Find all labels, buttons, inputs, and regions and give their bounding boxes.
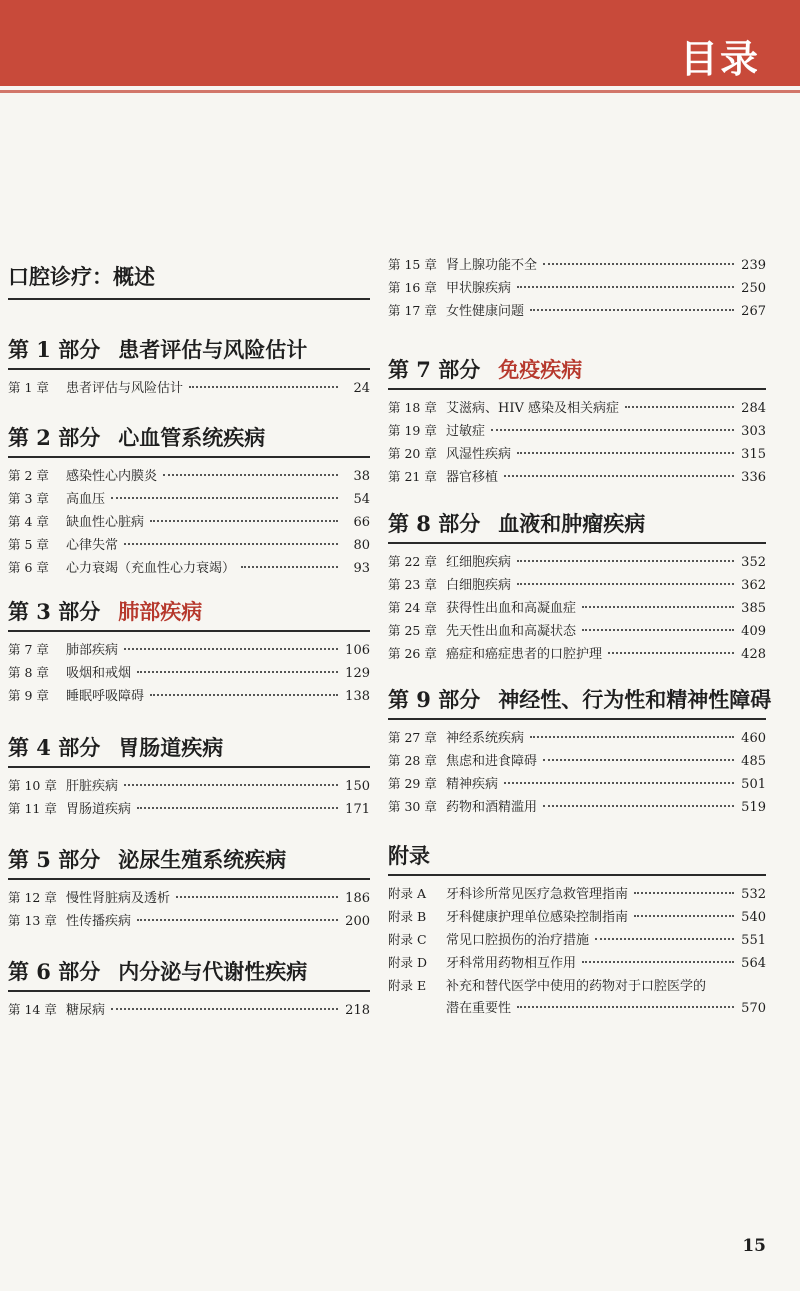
chapter-title: 药物和酒精滥用 bbox=[446, 800, 538, 815]
dot-leader bbox=[150, 694, 338, 696]
chapter-title: 补充和替代医学中使用的药物对于口腔医学的 bbox=[446, 979, 707, 994]
header-banner bbox=[0, 0, 800, 86]
dot-leader bbox=[517, 286, 734, 288]
toc-entry bbox=[388, 254, 766, 277]
dot-leader bbox=[504, 782, 734, 784]
chapter-title: 神经系统疾病 bbox=[446, 731, 525, 746]
toc-entry bbox=[8, 534, 370, 557]
toc-entry bbox=[388, 443, 766, 466]
toc-part bbox=[8, 958, 370, 1022]
chapter-title: 甲状腺疾病 bbox=[446, 281, 512, 296]
chapter-list bbox=[8, 639, 370, 708]
page-ref: 129 bbox=[345, 666, 370, 681]
chapter-title-continued bbox=[388, 998, 766, 1020]
page-ref: 540 bbox=[741, 910, 766, 925]
toc-entry bbox=[8, 662, 370, 685]
chapter-title: 牙科诊所常见医疗急救管理指南 bbox=[446, 887, 629, 902]
chapter-number: 附录 E bbox=[388, 978, 427, 993]
dot-leader bbox=[543, 805, 734, 807]
chapter-number: 第 10 章 bbox=[8, 778, 57, 793]
dot-leader bbox=[504, 475, 734, 477]
chapter-number: 第 2 章 bbox=[8, 468, 49, 483]
toc-entry bbox=[388, 750, 766, 773]
dot-leader bbox=[543, 759, 734, 761]
chapter-number: 第 11 章 bbox=[8, 801, 57, 816]
chapter-number: 第 4 章 bbox=[8, 514, 49, 529]
part-number: 第 3 部分 bbox=[8, 599, 101, 624]
dot-leader bbox=[111, 497, 338, 499]
toc-part bbox=[388, 356, 766, 489]
chapter-number: 第 3 章 bbox=[8, 491, 49, 506]
page-ref: 54 bbox=[353, 492, 370, 507]
toc-part bbox=[8, 734, 370, 821]
dot-leader bbox=[111, 1008, 338, 1010]
part-heading bbox=[388, 842, 766, 876]
chapter-number: 附录 D bbox=[388, 955, 427, 970]
chapter-number: 第 5 章 bbox=[8, 537, 49, 552]
chapter-list bbox=[8, 377, 370, 400]
chapter-title: 获得性出血和高凝血症 bbox=[446, 601, 577, 616]
chapter-list bbox=[8, 999, 370, 1022]
chapter-title: 白细胞疾病 bbox=[446, 578, 512, 593]
toc-entry bbox=[388, 597, 766, 620]
chapter-title: 牙科常用药物相互作用 bbox=[446, 956, 577, 971]
page-ref: 267 bbox=[741, 304, 766, 319]
toc-entry bbox=[388, 300, 766, 323]
toc-entry bbox=[388, 420, 766, 443]
chapter-title: 慢性肾脏病及透析 bbox=[66, 891, 171, 906]
chapter-number: 第 19 章 bbox=[388, 423, 437, 438]
part-number: 第 6 部分 bbox=[8, 959, 101, 984]
dot-leader bbox=[124, 543, 338, 545]
dot-leader bbox=[517, 1006, 734, 1008]
chapter-list bbox=[388, 551, 766, 666]
part-heading bbox=[8, 598, 370, 632]
page-ref: 93 bbox=[353, 561, 370, 576]
page-ref: 385 bbox=[741, 601, 766, 616]
toc-part bbox=[8, 598, 370, 708]
page-ref: 519 bbox=[741, 800, 766, 815]
chapter-number: 第 17 章 bbox=[388, 303, 437, 318]
chapter-number: 第 12 章 bbox=[8, 890, 57, 905]
chapter-title: 肺部疾病 bbox=[66, 643, 119, 658]
part-number: 第 5 部分 bbox=[8, 847, 101, 872]
toc-entry bbox=[8, 887, 370, 910]
dot-leader bbox=[582, 961, 734, 963]
chapter-number: 附录 A bbox=[388, 886, 427, 901]
toc-entry bbox=[8, 685, 370, 708]
toc-entry bbox=[388, 952, 766, 975]
page-ref: 138 bbox=[345, 689, 370, 704]
page-ref: 24 bbox=[353, 381, 370, 396]
toc-entry bbox=[8, 377, 370, 400]
dot-leader bbox=[137, 671, 338, 673]
toc-part bbox=[8, 424, 370, 580]
part-title: 肺部疾病 bbox=[118, 599, 203, 624]
chapter-title: 糖尿病 bbox=[66, 1003, 106, 1018]
chapter-title: 肾上腺功能不全 bbox=[446, 258, 538, 273]
toc-entry bbox=[388, 883, 766, 906]
part-title: 患者评估与风险估计 bbox=[118, 337, 308, 362]
chapter-title: 艾滋病、HIV 感染及相关病症 bbox=[446, 401, 619, 416]
part-heading bbox=[388, 356, 766, 390]
page-ref: 171 bbox=[345, 802, 370, 817]
part-heading bbox=[388, 510, 766, 544]
chapter-title: 感染性心内膜炎 bbox=[66, 469, 158, 484]
page-ref: 501 bbox=[741, 777, 766, 792]
chapter-title: 高血压 bbox=[66, 492, 106, 507]
dot-leader bbox=[517, 560, 734, 562]
chapter-title: 吸烟和戒烟 bbox=[66, 666, 132, 681]
page-ref: 218 bbox=[345, 1003, 370, 1018]
dot-leader bbox=[137, 807, 338, 809]
dot-leader bbox=[634, 892, 734, 894]
toc-entry bbox=[388, 551, 766, 574]
dot-leader bbox=[530, 309, 734, 311]
page-ref: 352 bbox=[741, 555, 766, 570]
toc-entry bbox=[8, 775, 370, 798]
chapter-number: 第 7 章 bbox=[8, 642, 49, 657]
toc-entry bbox=[388, 466, 766, 489]
page-ref: 315 bbox=[741, 447, 766, 462]
chapter-title: 性传播疾病 bbox=[66, 914, 132, 929]
page-ref: 336 bbox=[741, 470, 766, 485]
dot-leader bbox=[176, 896, 338, 898]
part-number: 第 1 部分 bbox=[8, 337, 101, 362]
page-ref: 106 bbox=[345, 643, 370, 658]
dot-leader bbox=[625, 406, 734, 408]
page-ref: 485 bbox=[741, 754, 766, 769]
chapter-number: 第 30 章 bbox=[388, 799, 437, 814]
chapter-number: 第 1 章 bbox=[8, 380, 49, 395]
chapter-title: 癌症和癌症患者的口腔护理 bbox=[446, 647, 603, 662]
dot-leader bbox=[608, 652, 734, 654]
chapter-title: 睡眠呼吸障碍 bbox=[66, 689, 145, 704]
continued-chapters bbox=[388, 254, 766, 323]
part-title: 泌尿生殖系统疾病 bbox=[118, 847, 287, 872]
page-ref: 303 bbox=[741, 424, 766, 439]
toc-entry bbox=[388, 620, 766, 643]
chapter-number: 附录 C bbox=[388, 932, 427, 947]
part-heading bbox=[8, 846, 370, 880]
chapter-number: 第 16 章 bbox=[388, 280, 437, 295]
toc-entry bbox=[8, 910, 370, 933]
toc-entry bbox=[388, 929, 766, 952]
part-number: 第 9 部分 bbox=[388, 687, 481, 712]
chapter-number: 第 27 章 bbox=[388, 730, 437, 745]
toc-entry bbox=[388, 574, 766, 597]
part-heading bbox=[8, 734, 370, 768]
chapter-title: 患者评估与风险估计 bbox=[66, 381, 184, 396]
toc-entry bbox=[388, 397, 766, 420]
chapter-title: 心律失常 bbox=[66, 538, 119, 553]
page-ref: 186 bbox=[345, 891, 370, 906]
chapter-number: 第 25 章 bbox=[388, 623, 437, 638]
toc-part bbox=[388, 686, 772, 819]
toc-entry bbox=[388, 277, 766, 300]
dot-leader bbox=[150, 520, 338, 522]
chapter-number: 第 13 章 bbox=[8, 913, 57, 928]
dot-leader bbox=[517, 583, 734, 585]
page-ref: 532 bbox=[741, 887, 766, 902]
toc-entry bbox=[8, 511, 370, 534]
part-title: 附录 bbox=[388, 843, 430, 868]
dot-leader bbox=[582, 606, 734, 608]
toc-entry bbox=[8, 999, 370, 1022]
header-divider bbox=[0, 90, 800, 93]
chapter-number: 第 15 章 bbox=[388, 257, 437, 272]
dot-leader bbox=[530, 736, 734, 738]
chapter-title-line2: 潜在重要性 bbox=[446, 1001, 512, 1016]
toc-part bbox=[388, 842, 766, 1020]
dot-leader bbox=[595, 938, 734, 940]
chapter-list bbox=[388, 883, 766, 1020]
toc-entry bbox=[8, 488, 370, 511]
chapter-list bbox=[8, 775, 370, 821]
chapter-number: 第 24 章 bbox=[388, 600, 437, 615]
chapter-number: 第 29 章 bbox=[388, 776, 437, 791]
toc-entry bbox=[388, 796, 766, 819]
part-heading bbox=[8, 424, 370, 458]
chapter-title: 红细胞疾病 bbox=[446, 555, 512, 570]
dot-leader bbox=[241, 566, 338, 568]
chapter-number: 第 21 章 bbox=[388, 469, 437, 484]
page-ref: 362 bbox=[741, 578, 766, 593]
dot-leader bbox=[634, 915, 734, 917]
chapter-title: 女性健康问题 bbox=[446, 304, 525, 319]
dot-leader bbox=[517, 452, 734, 454]
chapter-number: 第 18 章 bbox=[388, 400, 437, 415]
page-ref: 66 bbox=[353, 515, 370, 530]
chapter-number: 第 9 章 bbox=[8, 688, 49, 703]
chapter-number: 第 8 章 bbox=[8, 665, 49, 680]
chapter-title: 心力衰竭（充血性心力衰竭） bbox=[66, 561, 236, 576]
part-title: 胃肠道疾病 bbox=[118, 735, 224, 760]
chapter-title: 焦虑和进食障碍 bbox=[446, 754, 538, 769]
part-title: 神经性、行为性和精神性障碍 bbox=[498, 687, 772, 712]
chapter-number: 第 23 章 bbox=[388, 577, 437, 592]
chapter-title: 常见口腔损伤的治疗措施 bbox=[446, 933, 590, 948]
chapter-number: 第 22 章 bbox=[388, 554, 437, 569]
toc-entry bbox=[8, 465, 370, 488]
chapter-title: 过敏症 bbox=[446, 424, 486, 439]
part-heading bbox=[388, 686, 772, 720]
page-ref: 428 bbox=[741, 647, 766, 662]
toc-entry bbox=[388, 773, 766, 796]
toc-part bbox=[8, 846, 370, 933]
chapter-title: 胃肠道疾病 bbox=[66, 802, 132, 817]
chapter-title: 器官移植 bbox=[446, 470, 499, 485]
toc-entry bbox=[8, 798, 370, 821]
chapter-title: 缺血性心脏病 bbox=[66, 515, 145, 530]
chapter-number: 第 14 章 bbox=[8, 1002, 57, 1017]
chapter-title: 风湿性疾病 bbox=[446, 447, 512, 462]
chapter-number: 第 26 章 bbox=[388, 646, 437, 661]
dot-leader bbox=[124, 784, 338, 786]
part-number: 第 8 部分 bbox=[388, 511, 481, 536]
part-heading bbox=[8, 336, 370, 370]
dot-leader bbox=[124, 648, 338, 650]
page-ref: 570 bbox=[741, 1001, 766, 1016]
part-title: 心血管系统疾病 bbox=[118, 425, 266, 450]
dot-leader bbox=[163, 474, 338, 476]
page-ref: 551 bbox=[741, 933, 766, 948]
chapter-number: 第 20 章 bbox=[388, 446, 437, 461]
chapter-number: 第 6 章 bbox=[8, 560, 49, 575]
toc-entry bbox=[8, 639, 370, 662]
page-ref: 80 bbox=[353, 538, 370, 553]
part-title: 血液和肿瘤疾病 bbox=[498, 511, 646, 536]
chapter-title: 先天性出血和高凝状态 bbox=[446, 624, 577, 639]
toc-part bbox=[8, 336, 370, 400]
page-ref: 409 bbox=[741, 624, 766, 639]
chapter-number: 附录 B bbox=[388, 909, 427, 924]
dot-leader bbox=[543, 263, 734, 265]
dot-leader bbox=[582, 629, 734, 631]
page-ref: 460 bbox=[741, 731, 766, 746]
page-ref: 200 bbox=[345, 914, 370, 929]
part-number: 第 4 部分 bbox=[8, 735, 101, 760]
chapter-title: 肝脏疾病 bbox=[66, 779, 119, 794]
page-ref: 239 bbox=[741, 258, 766, 273]
page-title: 目录 bbox=[679, 37, 760, 81]
page-ref: 250 bbox=[741, 281, 766, 296]
toc-entry bbox=[388, 975, 766, 1020]
part-title: 内分泌与代谢性疾病 bbox=[118, 959, 308, 984]
toc-entry bbox=[8, 557, 370, 580]
chapter-title: 精神疾病 bbox=[446, 777, 499, 792]
dot-leader bbox=[189, 386, 338, 388]
toc-entry bbox=[388, 643, 766, 666]
part-heading bbox=[8, 958, 370, 992]
toc-entry bbox=[388, 727, 766, 750]
part-number: 第 7 部分 bbox=[388, 357, 481, 382]
toc-entry bbox=[388, 906, 766, 929]
dot-leader bbox=[491, 429, 734, 431]
chapter-list bbox=[388, 727, 766, 819]
chapter-list bbox=[8, 887, 370, 933]
chapter-list bbox=[388, 397, 766, 489]
chapter-number: 第 28 章 bbox=[388, 753, 437, 768]
toc-part bbox=[388, 510, 766, 666]
part-number: 第 2 部分 bbox=[8, 425, 101, 450]
chapter-title: 牙科健康护理单位感染控制指南 bbox=[446, 910, 629, 925]
page-ref: 38 bbox=[353, 469, 370, 484]
dot-leader bbox=[137, 919, 338, 921]
page-number: 15 bbox=[742, 1236, 766, 1256]
toc-overview-heading: 口腔诊疗：概述 bbox=[8, 262, 370, 300]
page-ref: 564 bbox=[741, 956, 766, 971]
page-ref: 150 bbox=[345, 779, 370, 794]
part-title: 免疫疾病 bbox=[498, 357, 583, 382]
chapter-list bbox=[8, 465, 370, 580]
page-ref: 284 bbox=[741, 401, 766, 416]
